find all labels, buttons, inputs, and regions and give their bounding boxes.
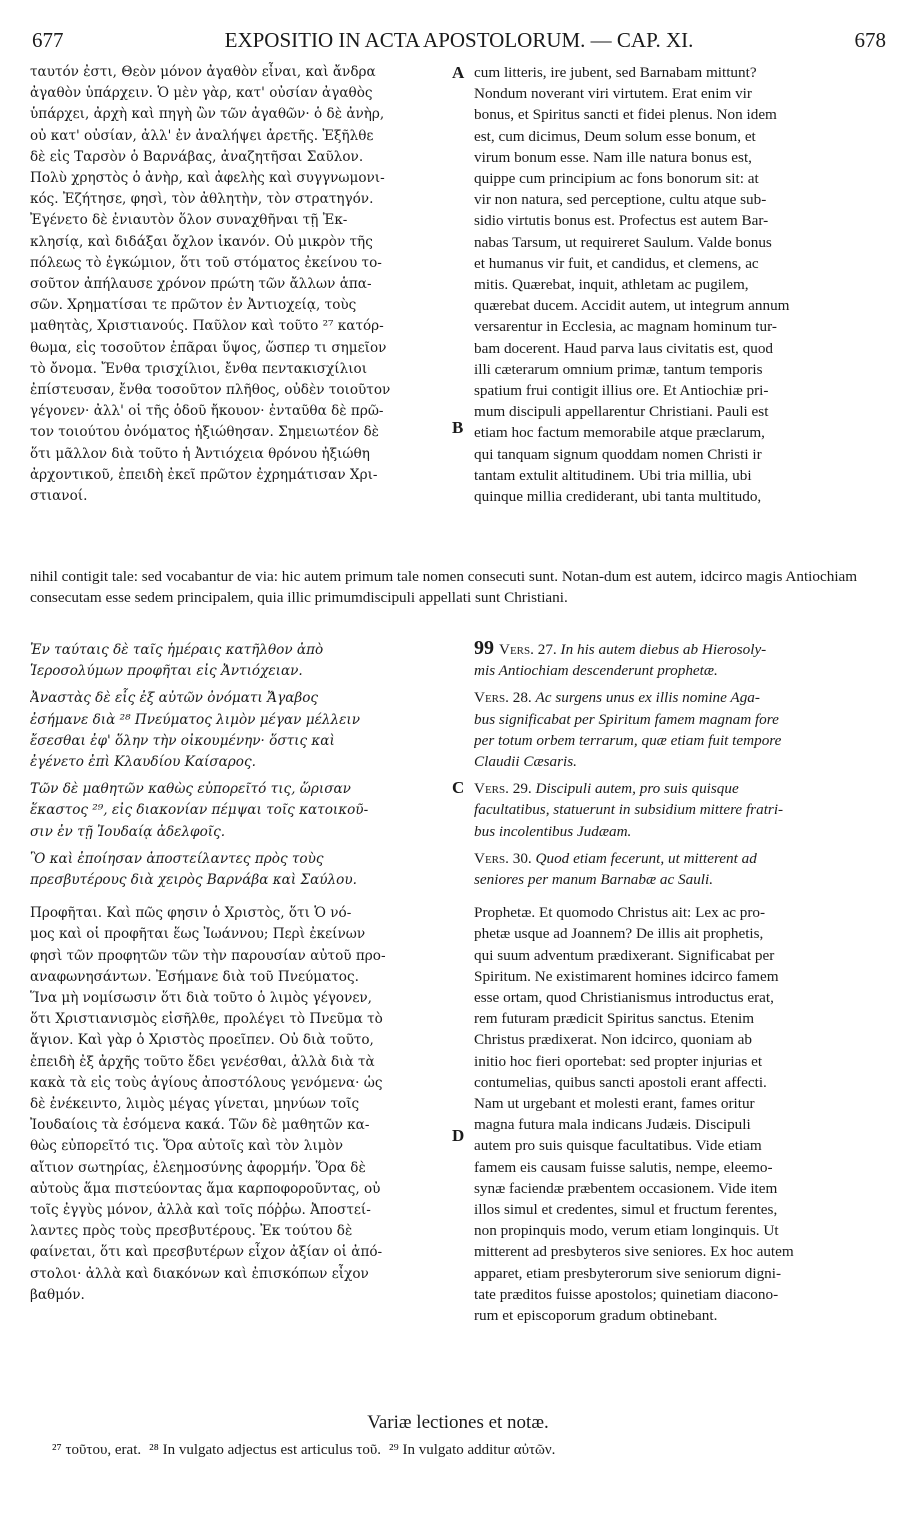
- latin-text-line: etiam hoc factum memorabile atque præclarum,: [474, 424, 765, 442]
- greek-text-line: δὲ ἐνέκειντο, λιμὸς μέγας γίνεται, μηνύων τοῖς: [30, 1096, 360, 1113]
- greek-text-line: Ἐν ταύταις δὲ ταῖς ἡμέραις κατῆλθον ἀπὸ: [30, 642, 324, 658]
- greek-text-line: Ἰουδαίοις τὰ ἐσόμενα κακά. Τῶν δὲ μαθητῶν κα-: [30, 1117, 370, 1134]
- greek-text-line: βαθμόν.: [30, 1286, 85, 1303]
- greek-text-line: Ἵνα μὴ νομίσωσιν ὅτι διὰ τοῦτο ὁ λιμὸς γέγονεν,: [30, 990, 372, 1007]
- latin-text-line: Nam ut urgebant et molesti erant, fames oritur: [474, 1095, 755, 1113]
- latin-text-line: rum et episcoporum gradum obtinebant.: [474, 1307, 718, 1325]
- latin-text-line: sidio virtutis bonus est. Profectus est autem Bar-: [474, 212, 769, 230]
- greek-column-top: [30, 62, 450, 507]
- latin-text-line: spatium frui contigit illius ore. Et Antiochiæ pri-: [474, 382, 769, 400]
- greek-text-line: Ἀναστὰς δὲ εἷς ἐξ αὐτῶν ὀνόματι Ἄγαβος: [30, 690, 319, 707]
- latin-column-bottom: [474, 638, 880, 1326]
- latin-text-line: bus incolentibus Judæam.: [474, 822, 632, 840]
- greek-text-line: κλησίᾳ, καὶ διδάξαι ὄχλον ἱκανόν. Οὐ μικρὸν τῆς: [30, 233, 373, 250]
- running-header: [32, 28, 886, 54]
- greek-text-line: πρεσβυτέρους διὰ χειρὸς Βαρνάβα καὶ Σαύλου.: [30, 872, 357, 889]
- greek-text-line: σῶν. Χρηματίσαι τε πρῶτον ἐν Ἀντιοχείᾳ, τοὺς: [30, 297, 357, 314]
- greek-text-line: θωμα, εἰς τοσοῦτον ἐπᾶραι ὕψος, ὥσπερ τι σημεῖον: [30, 339, 387, 356]
- latin-text-line: mum discipuli appellarentur Christiani. Pauli est: [474, 403, 769, 421]
- greek-column-bottom: [30, 640, 450, 1306]
- greek-text-line: αἴτιον σωτηρίας, ἐλεημοσύνης ἀφορμήν. Ὅρα δὲ: [30, 1159, 366, 1176]
- latin-text-line: rem futuram prædicit Spiritus sanctus. Etenim: [474, 1010, 755, 1028]
- latin-text-line: quippe cum principium ac fons bonorum sit: at: [474, 170, 759, 188]
- latin-text-line: virum bonum esse. Nam ille natura bonus est,: [474, 148, 752, 166]
- page-number-left: 677: [32, 28, 64, 52]
- verse-label: Vers. 29.: [474, 780, 536, 798]
- greek-text-line: ἐσήμανε διὰ ²⁸ Πνεύματος λιμὸν μέγαν μέλλειν: [30, 711, 360, 728]
- latin-text-line: bam docerent. Haud parva laus civitatis est, quod: [474, 339, 774, 357]
- variant-note: ²⁹ In vulgato additur αὐτῶν.: [389, 1442, 556, 1458]
- latin-text-line: cum litteris, ire jubent, sed Barnabam mittunt?: [474, 64, 757, 81]
- greek-text-line: ἐγένετο ἐπὶ Κλαυδίου Καίσαρος.: [30, 754, 256, 771]
- latin-text-line: illi cæterarum omnium primæ, tantum temporis: [474, 360, 763, 378]
- greek-verse: [30, 688, 450, 773]
- verse-label: Vers. 30.: [474, 849, 536, 867]
- notes-title: Variæ lectiones et notæ.: [367, 1412, 549, 1433]
- margin-marker-c: C: [452, 778, 465, 797]
- latin-text-line: est, cum dicimus, Deum solum esse bonum, et: [474, 127, 756, 145]
- latin-text-line: Christus prædixerat. Non idcirco, quoniam ab: [474, 1031, 752, 1049]
- latin-text-line: dum est autem, idcirco magis Antiochiam consecutam esse sedem principalem, quia illic primum: [30, 568, 858, 607]
- latin-text-line: Vers. 30. Quod etiam fecerunt, ut mitterent ad: [474, 849, 757, 867]
- greek-verse: [30, 640, 450, 682]
- greek-text-line: τον τοιούτου ὀνόματος ἠξιώθησαν. Σημειωτέον δὲ: [30, 424, 379, 441]
- greek-text-line: δὲ εἰς Ταρσὸν ὁ Βαρνάβας, ἀναζητῆσαι Σαῦλον.: [30, 148, 364, 165]
- greek-text-line: στολοι· ἀλλὰ καὶ διακόνων καὶ ἐπισκόπων εἶχον: [30, 1265, 369, 1282]
- latin-text-line: Vers. 28. Ac surgens unus ex illis nomine Aga-: [474, 689, 760, 707]
- latin-verse: [474, 778, 880, 842]
- latin-text-line: Nondum noverant viri virtutem. Erat enim vir: [474, 85, 752, 103]
- latin-text-line: et humanus vir fuit, et candidus, et clemens, ac: [474, 254, 759, 272]
- greek-text-line: ὑπάρχει, ἀρχὴ καὶ πηγὴ ὢν τῶν ἀγαθῶν· ὁ δὲ ἀνὴρ,: [30, 106, 385, 123]
- latin-text-line: vir non natura, sed perceptione, cultu atque sub-: [474, 191, 767, 209]
- greek-text-line: σοῦτον ἀπήλαυσε χρόνον πρώτη τῶν ἄλλων ἁπα-: [30, 276, 372, 293]
- verse-label: Vers. 28.: [474, 689, 536, 707]
- greek-text-line: αναφωνησάντων. Ἐσήμανε διὰ τοῦ Πνεύματος.: [30, 968, 359, 985]
- latin-text-line: autem pro suis quisque facultatibus. Vide etiam: [474, 1137, 762, 1155]
- greek-text-line: ἔσεσθαι ἐφ' ὅλην τὴν οἰκουμένην· ὅστις καὶ: [30, 732, 335, 749]
- latin-text-line: phetæ usque ad Joannem? De illis ait prophetis,: [474, 925, 764, 943]
- latin-text-line: seniores per manum Barnabæ ac Sauli.: [474, 871, 714, 889]
- greek-text-line: οὐ κατ' οὐσίαν, ἀλλ' ἐν ἀναλήψει ἀρετῆς. Ἐξῆλθε: [30, 127, 374, 144]
- latin-text-line: Vers. 29. Discipuli autem, pro suis quisque: [474, 780, 739, 798]
- greek-text-line: Πολὺ χρηστὸς ὁ ἀνὴρ, καὶ ἀφελὴς καὶ συγγνωμονι-: [30, 170, 385, 187]
- variant-note: ²⁸ In vulgato adjectus est articulus τοῦ.: [149, 1442, 382, 1458]
- latin-text-line: esse ortam, quod Christianismus introductus erat,: [474, 989, 774, 1007]
- latin-text-line: mitterent ad presbyteros sive seniores. Ex hoc autem: [474, 1243, 794, 1261]
- greek-text-line: ἕκαστος ²⁹, εἰς διακονίαν πέμψαι τοῖς κατοικοῦ-: [30, 802, 369, 819]
- latin-text-line: discipuli appellati sunt Christiani.: [362, 589, 568, 607]
- greek-text-line: λαντες πρὸς τοὺς πρεσβυτέρους. Ἐκ τούτου δὲ: [30, 1223, 353, 1240]
- latin-text-line: per totum orbem terrarum, quæ etiam fuit tempore: [474, 731, 782, 749]
- margin-marker-a: A: [452, 63, 465, 82]
- greek-commentary: [30, 903, 450, 1306]
- greek-text-line: μος καὶ οἱ προφῆται ἕως Ἰωάννου; Περὶ ἐκείνων: [30, 926, 366, 943]
- latin-commentary: [474, 902, 880, 1326]
- greek-text-line: Προφῆται. Καὶ πῶς φησιν ὁ Χριστὸς, ὅτι Ὁ νό-: [30, 905, 352, 922]
- greek-text-line: Ἐγένετο δὲ ἐνιαυτὸν ὅλον συναχθῆναι τῇ Ἐκ-: [30, 212, 348, 229]
- latin-text-line: Prophetæ. Et quomodo Christus ait: Lex ac pro-: [474, 904, 766, 922]
- greek-text-line: μαθητὰς, Χριστιανούς. Παῦλον καὶ τοῦτο ²⁷ κατόρ-: [30, 318, 384, 335]
- greek-text-line: ἐπειδὴ ἐξ ἀρχῆς τοῦτο ἔδει γενέσθαι, ἀλλὰ διὰ τὰ: [30, 1053, 375, 1070]
- greek-text-line: Ἱεροσολύμων προφῆται εἰς Ἀντιόχειαν.: [30, 663, 303, 680]
- latin-text-line: Spiritum. Ne existimarent homines idcirco famem: [474, 967, 779, 985]
- latin-column-top: [474, 62, 880, 507]
- greek-text-line: φησὶ τῶν προφητῶν τῶν τὴν παρουσίαν αὐτοῦ προ-: [30, 947, 386, 964]
- latin-text-line: illos simul et credentes, simul et fructum ferentes,: [474, 1201, 778, 1219]
- margin-marker-b: B: [452, 418, 464, 437]
- greek-text-line: ἅγιον. Καὶ γὰρ ὁ Χριστὸς προεῖπεν. Οὐ διὰ τοῦτο,: [30, 1032, 374, 1049]
- page-number-right: 678: [854, 28, 886, 52]
- variant-notes: [52, 1442, 892, 1459]
- latin-verse: [474, 848, 880, 890]
- greek-verse: [30, 779, 450, 843]
- latin-text-line: bus significabat per Spiritum famem magnam fore: [474, 710, 779, 728]
- latin-text-line: contumelias, quibus sancti apostoli erant affecti.: [474, 1073, 767, 1091]
- latin-text-line: qui tanquam signum quoddam nomen Christi ir: [474, 445, 762, 463]
- latin-verse: [474, 687, 880, 772]
- greek-text-line: στιανοί.: [30, 488, 88, 505]
- latin-text-line: qui suum adventum prædixerant. Significabat per: [474, 946, 775, 964]
- latin-text-line: nihil contigit tale: sed vocabantur de via: hic autem primum tale nomen consecuti sunt. Notan-: [30, 568, 605, 585]
- greek-text-line: ἐπίστευσαν, ἔνθα τοσοῦτον πλῆθος, οὐδὲν τοιοῦτον: [30, 382, 391, 399]
- greek-text-line: ὅτι μᾶλλον διὰ τοῦτο ἡ Ἀντιόχεια θρόνου ἠξιώθη: [30, 445, 370, 462]
- latin-text-line: Claudii Cæsaris.: [474, 753, 577, 771]
- greek-text-line: ὅτι Χριστιανισμὸς εἰσῆλθε, προλέγει τὸ Πνεῦμα τὸ: [30, 1011, 383, 1028]
- latin-text-line: synæ faciendæ præbentem occasionem. Vide item: [474, 1179, 778, 1197]
- latin-text-line: quinque millia crediderant, ubi tanta multitudo,: [474, 488, 762, 506]
- greek-verse-block: [30, 640, 450, 891]
- running-title: EXPOSITIO IN ACTA APOSTOLORUM. — CAP. XI.: [224, 28, 694, 52]
- greek-text-line: σιν ἐν τῇ Ἰουδαίᾳ ἀδελφοῖς.: [30, 823, 226, 840]
- margin-marker-d: D: [452, 1126, 465, 1145]
- latin-text-line: initio hoc fieri oportebat: sed propter injurias et: [474, 1052, 763, 1070]
- greek-text-line: ἀρχοντικοῦ, ἐπειδὴ ἐκεῖ πρῶτον ἐχρημάτισαν Χρι-: [30, 466, 378, 483]
- latin-text-line: mitis. Quærebat, inquit, athletam ac pugilem,: [474, 276, 749, 294]
- greek-text-line: θὼς εὐπορεῖτό τις. Ὅρα αὐτοῖς καὶ τὸν λιμὸν: [30, 1138, 343, 1155]
- greek-text-line: Τῶν δὲ μαθητῶν καθὼς εὐπορεῖτό τις, ὥρισαν: [30, 781, 351, 798]
- latin-text-line: facultatibus, statuerunt in subsidium mittere fratri-: [474, 801, 784, 819]
- greek-text-line: αὐτοὺς ἅμα πιστεύοντας ἅμα καρποφοροῦντας, οὐ: [30, 1180, 381, 1197]
- greek-text-line: κακὰ τὰ εἰς τοὺς ἁγίους ἀποστόλους γενόμενα· ὡς: [30, 1074, 383, 1091]
- latin-text-line: tantam extulit altitudinem. Ubi tria millia, ubi: [474, 466, 752, 484]
- greek-text-line: πόλεως τὸ ἐγκώμιον, ὅτι τοῦ στόματος ἐκείνου το-: [30, 254, 382, 271]
- greek-text-line: τὸ ὄνομα. Ἔνθα τρισχίλιοι, ἔνθα πεντακισχίλιοι: [30, 360, 368, 377]
- latin-text-line: nabas Tarsum, ut requireret Saulum. Valde bonus: [474, 233, 772, 251]
- verse-label: Vers. 27.: [499, 641, 561, 658]
- greek-text-line: τοῖς ἐγγὺς μόνον, ἀλλὰ καὶ τοῖς πόῤῥω. Ἀποστεί-: [30, 1202, 371, 1219]
- greek-text-line: γέγονεν· ἀλλ' οἱ τῆς ὁδοῦ ἤκουον· ἐνταῦθα δὲ πρῶ-: [30, 403, 384, 420]
- greek-text-line: κός. Ἐζήτησε, φησὶ, τὸν ἀθλητὴν, τὸν στρατηγόν.: [30, 191, 374, 208]
- latin-text-line: apparet, etiam presbyterorum sive seniorum digni-: [474, 1264, 782, 1282]
- full-width-paragraph: [30, 566, 880, 608]
- greek-verse: [30, 849, 450, 891]
- latin-text-line: famem eis causam fuisse salutis, nempe, eleemo-: [474, 1158, 773, 1176]
- latin-verse-block: [474, 638, 880, 890]
- latin-verse: [474, 638, 880, 681]
- greek-text-line: ἀγαθὸν ὑπάρχειν. Ὁ μὲν γὰρ, κατ' οὐσίαν ἀγαθὸς: [30, 85, 373, 102]
- variant-note: ²⁷ τοῦτου, erat.: [52, 1442, 142, 1458]
- latin-text-line: non propinquis modo, verum etiam longinquis. Ut: [474, 1222, 779, 1240]
- latin-text-line: bonus, et Spiritus sancti et fidei plenus. Non idem: [474, 106, 777, 124]
- latin-text-line: tate præditos fuisse apostolos; quinetiam diacono-: [474, 1285, 779, 1303]
- greek-text-line: ταυτόν ἐστι, Θεὸν μόνον ἀγαθὸν εἶναι, καὶ ἄνδρα: [30, 64, 376, 80]
- section-number: 99: [474, 638, 499, 659]
- latin-text-line: mis Antiochiam descenderunt prophetæ.: [474, 662, 718, 680]
- greek-text-line: Ὃ καὶ ἐποίησαν ἀποστείλαντες πρὸς τοὺς: [30, 850, 324, 867]
- latin-text-line: quærebat ducem. Accidit autem, ut integrum annum: [474, 297, 790, 315]
- greek-text-line: φαίνεται, ὅτι καὶ πρεσβυτέρων εἶχον ἀξίαν οἱ ἀπό-: [30, 1244, 383, 1261]
- latin-text-line: 99 Vers. 27. In his autem diebus ab Hierosoly-: [474, 638, 767, 659]
- latin-text-line: magna futura mala indicans Judæis. Discipuli: [474, 1116, 751, 1134]
- latin-text-line: versarentur in Ecclesia, ac magnam hominum tur-: [474, 318, 777, 336]
